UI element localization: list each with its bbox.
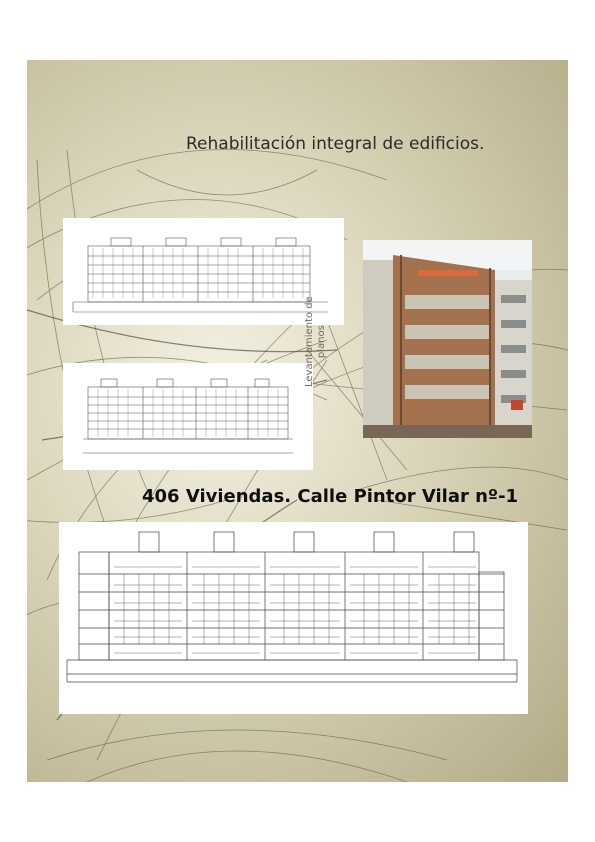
facade-photo [363,240,532,438]
page-title: Rehabilitación integral de edificios. [186,134,485,154]
elevation-drawing-large [59,522,528,714]
page-subtitle: 406 Viviendas. Calle Pintor Vilar nº-1 [142,486,519,507]
vertical-caption-line-2: planos [316,325,327,359]
elevation-drawing-2 [63,363,313,470]
elevation-drawing-1 [63,218,344,325]
vertical-caption [304,296,328,387]
vertical-caption-line-1: Levantamiento de [304,296,315,387]
